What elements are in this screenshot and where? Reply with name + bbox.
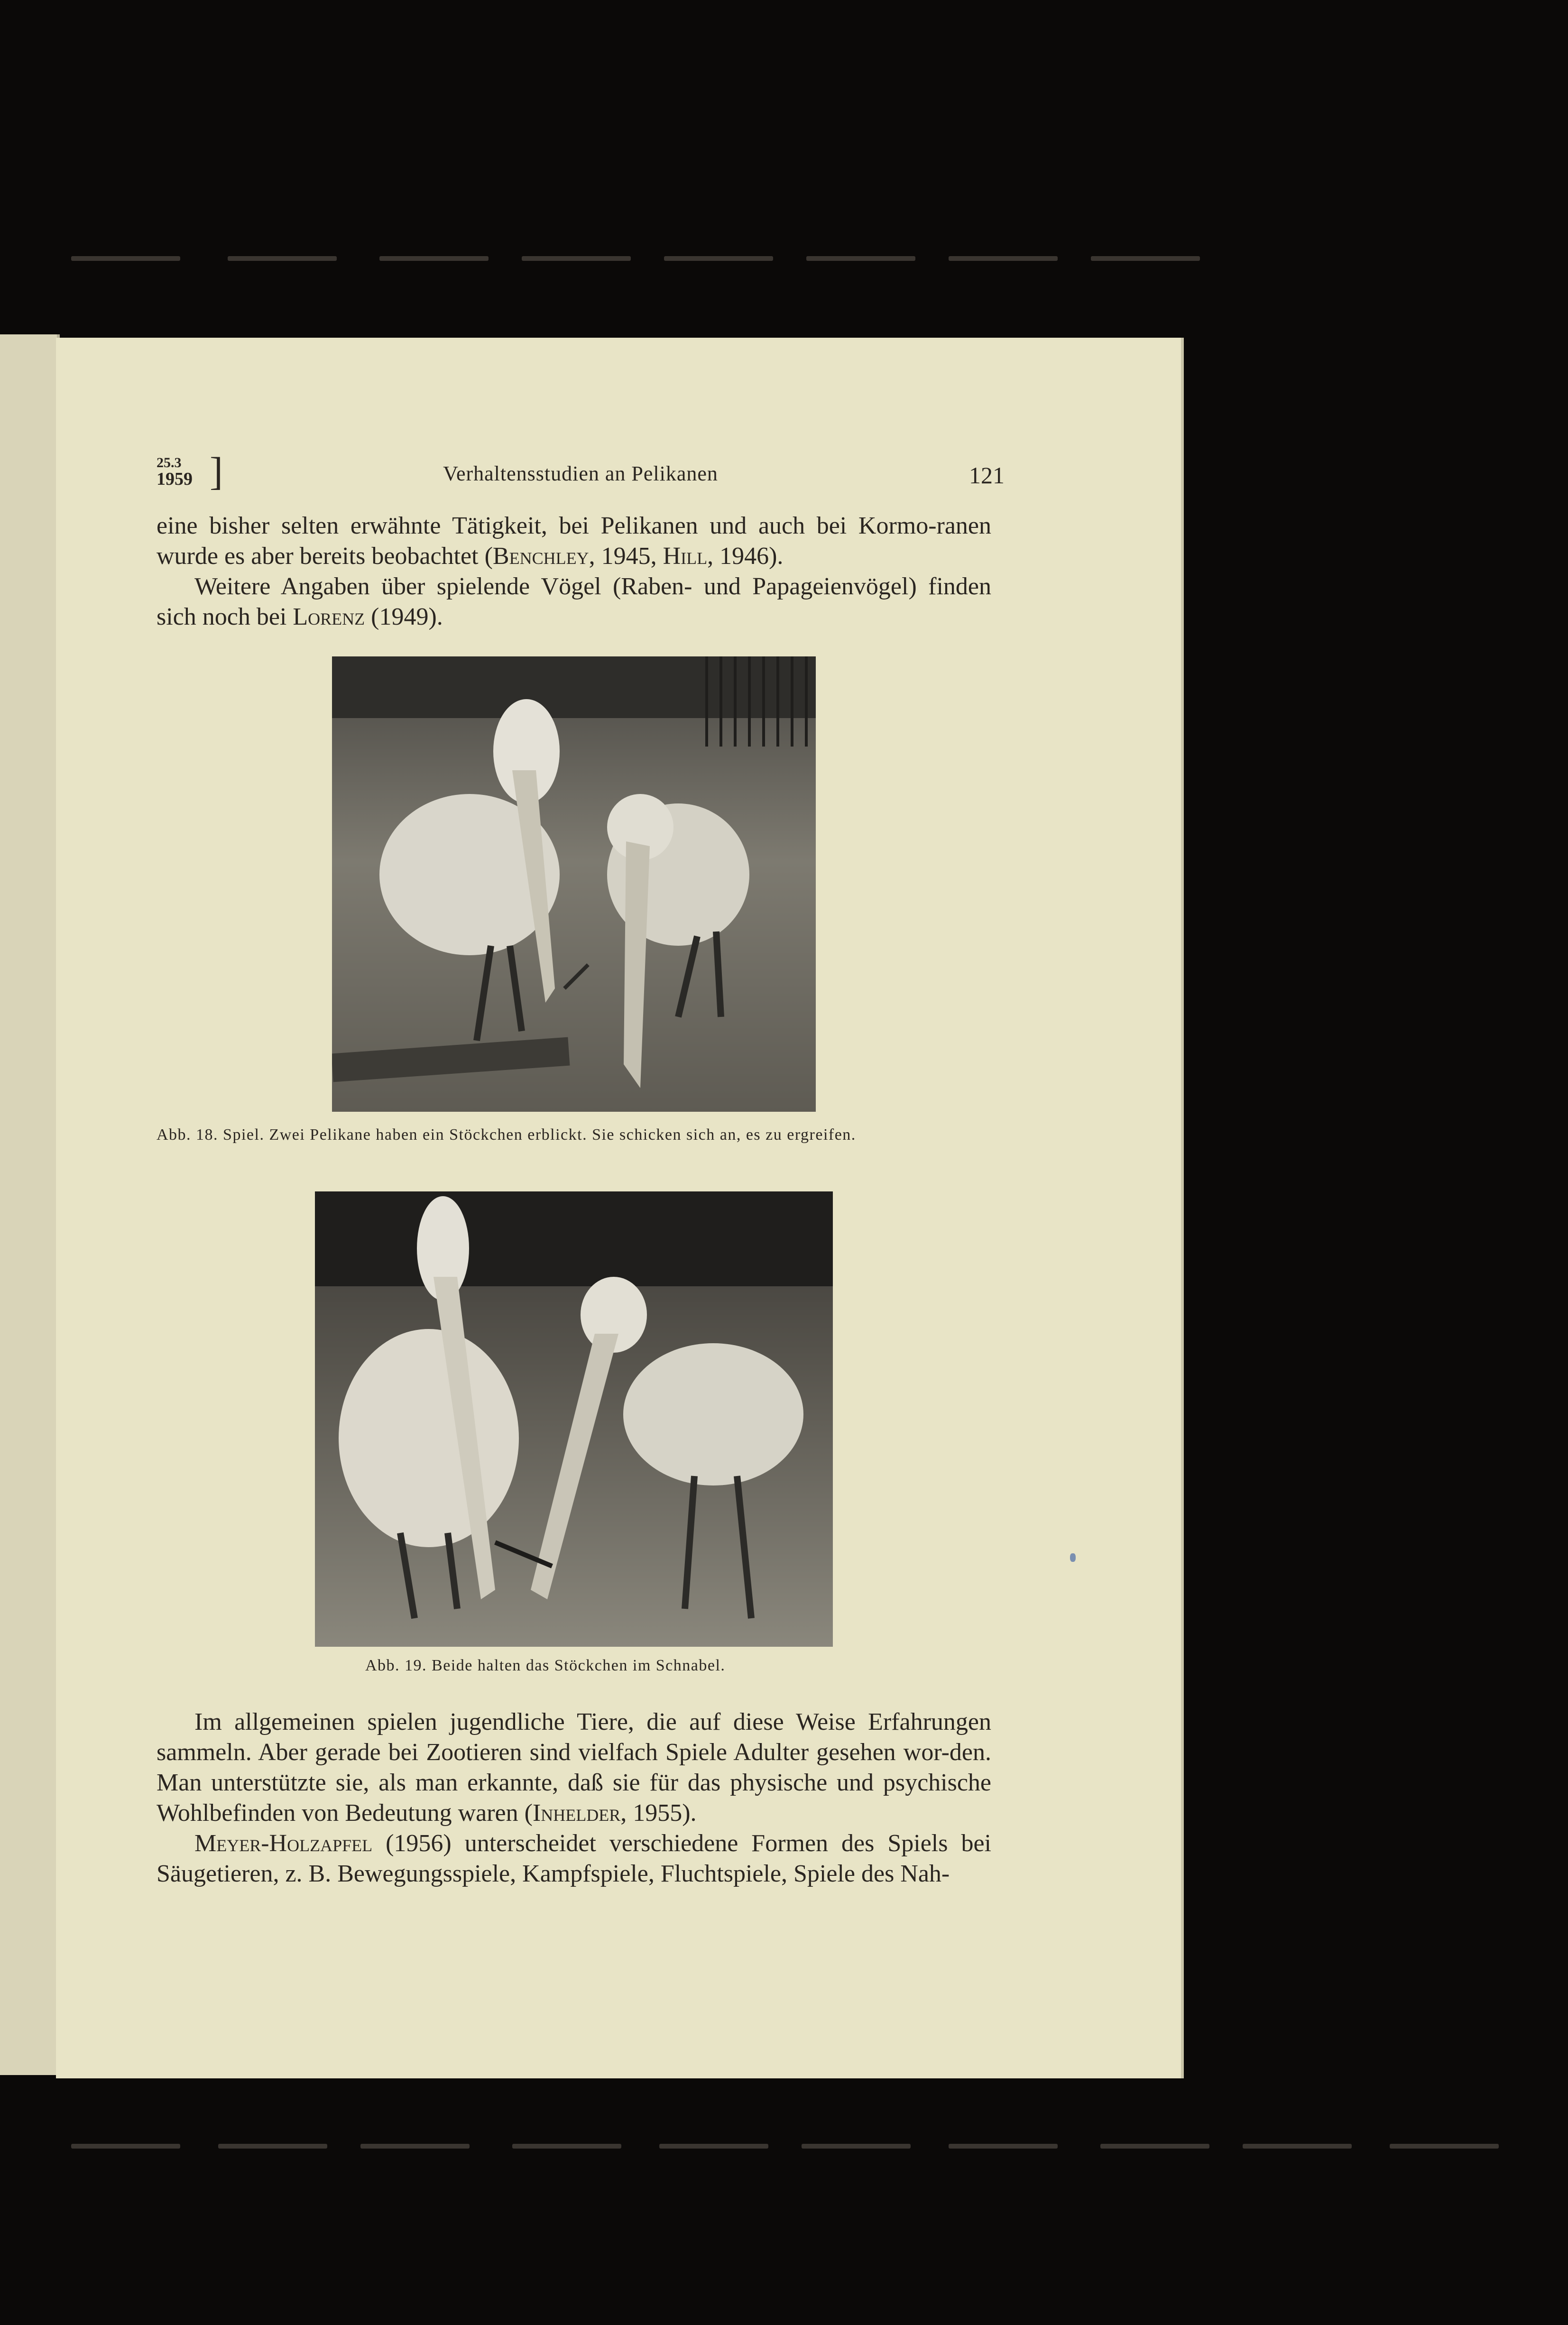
figure-19-caption: Abb. 19. Beide halten das Stöckchen im Schnabel.	[365, 1657, 726, 1674]
figure-19-photo	[315, 1191, 833, 1647]
page-number: 121	[969, 462, 1005, 489]
figure-18-photo	[332, 656, 816, 1112]
pelican-photo-1	[332, 656, 816, 1112]
citation-author: Benchley	[492, 543, 589, 570]
citation-author: Inhelder	[532, 1799, 621, 1827]
paragraph-1	[157, 511, 991, 572]
running-title: Verhaltensstudien an Pelikanen	[443, 462, 718, 485]
ink-speck	[1070, 1553, 1076, 1562]
paragraph-text: , 1945,	[589, 543, 663, 570]
volume-bracket: ]	[210, 450, 223, 494]
running-head	[157, 450, 1005, 494]
text-block-top	[157, 511, 991, 632]
pelican-photo-2	[315, 1191, 833, 1647]
paragraph-text: Im allgemeinen spielen jugendliche Tiere, die auf diese Weise Erfahrungen sammeln. Aber gerade bei Zootieren sind vielfach Spiele Adulter gesehen wor-den. Man unterstützte sie, als man erkannte, daß sie für das physische und psychische Wohlbefinden von Bedeutung waren (	[157, 1708, 991, 1827]
scan-edge-strip-bottom	[0, 2144, 1568, 2149]
paragraph-text: (1956) unterscheidet verschiedene Formen des Spiels bei Säugetieren, z. B. Bewegungsspiele, Kampfspiele, Fluchtspiele, Spiele des Nah-	[157, 1830, 991, 1887]
paragraph-text: (1949).	[365, 603, 443, 630]
book-page	[56, 338, 1181, 2078]
facing-page-edge	[0, 334, 60, 2075]
text-block-bottom	[157, 1707, 991, 1889]
paragraph-text: Weitere Angaben über spielende Vögel (Raben- und Papageienvögel) finden sich noch bei	[157, 573, 991, 630]
figure-18-caption: Abb. 18. Spiel. Zwei Pelikane haben ein Stöckchen erblickt. Sie schicken sich an, es zu ergreifen.	[157, 1126, 856, 1144]
citation-author: Lorenz	[293, 603, 365, 630]
paragraph-text: eine bisher selten erwähnte Tätigkeit, bei Pelikanen und auch bei Kormo-ranen wurde es aber bereits beobachtet (	[157, 512, 991, 570]
paragraph-2	[157, 572, 991, 632]
volume-year: 1959	[157, 469, 193, 489]
volume-number: 25.3	[157, 455, 182, 471]
paragraph-4	[157, 1828, 991, 1889]
paragraph-3	[157, 1707, 991, 1828]
citation-author: Hill	[663, 543, 708, 570]
paragraph-text: , 1946).	[707, 543, 784, 570]
paragraph-text: , 1955).	[620, 1799, 697, 1827]
citation-author: Meyer-Holzapfel	[194, 1830, 373, 1857]
scan-edge-strip-top	[0, 256, 1568, 261]
